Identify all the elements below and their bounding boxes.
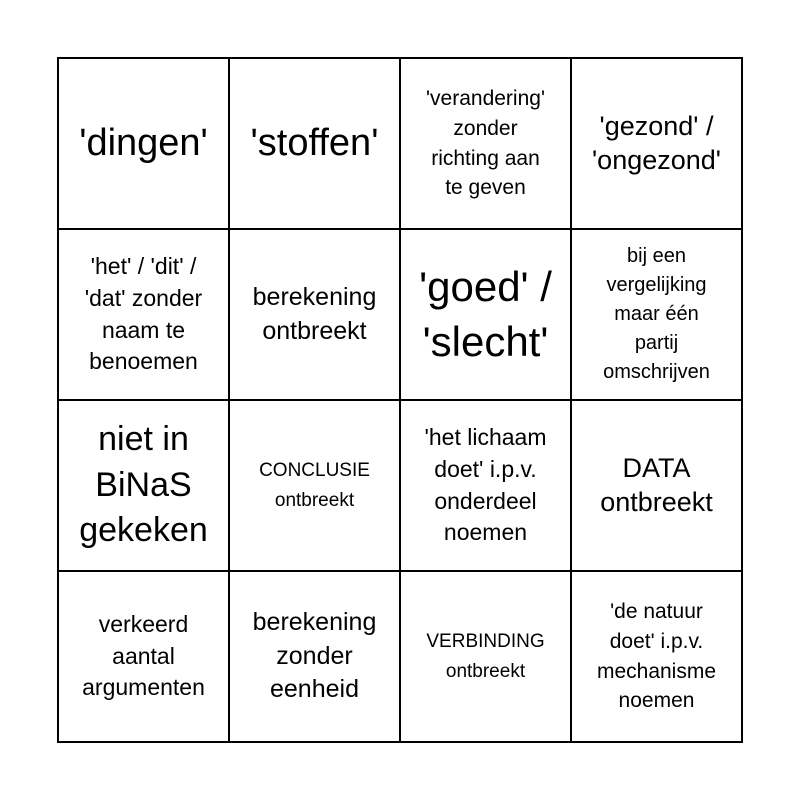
bingo-cell[interactable] (571, 571, 742, 742)
cell-text: 'goed' / 'slecht' (419, 262, 552, 365)
bingo-cell[interactable] (229, 571, 400, 742)
cell-text: CONCLUSIE ontbreekt (259, 460, 370, 511)
bingo-cell[interactable] (229, 229, 400, 400)
cell-text: DATA ontbreekt (600, 452, 713, 517)
bingo-cell[interactable] (571, 229, 742, 400)
cell-text: 'stoffen' (250, 121, 379, 164)
bingo-cell[interactable] (58, 571, 229, 742)
cell-text: verkeerd aantal argumenten (82, 610, 205, 701)
cell-text: 'de natuur doet' i.p.v. mechanisme noemen (596, 599, 717, 713)
bingo-board (57, 57, 743, 743)
bingo-cell[interactable] (58, 229, 229, 400)
cell-text: niet in BiNaS gekeken (79, 419, 208, 550)
bingo-cell[interactable] (400, 229, 571, 400)
cell-text: 'dingen' (79, 121, 208, 164)
bingo-cell[interactable] (400, 58, 571, 229)
cell-text: 'het' / 'dit' / 'dat' zonder naam te benoemen (84, 253, 203, 375)
cell-text: 'het lichaam doet' i.p.v. onderdeel noemen (424, 424, 547, 546)
bingo-cell[interactable] (58, 400, 229, 571)
cell-text: berekening zonder eenheid (252, 607, 377, 704)
bingo-cell[interactable] (229, 58, 400, 229)
bingo-cell[interactable] (400, 571, 571, 742)
cell-text: 'verandering' zonder richting aan te geven (426, 86, 545, 200)
bingo-cell[interactable] (571, 400, 742, 571)
cell-text: VERBINDING ontbreekt (426, 631, 545, 682)
cell-text: bij een vergelijking maar één partij omschrijven (603, 245, 710, 383)
bingo-cell[interactable] (58, 58, 229, 229)
bingo-cell[interactable] (400, 400, 571, 571)
cell-text: berekening ontbreekt (252, 282, 377, 345)
cell-text: 'gezond' / 'ongezond' (592, 110, 721, 175)
bingo-cell[interactable] (571, 58, 742, 229)
bingo-cell[interactable] (229, 400, 400, 571)
